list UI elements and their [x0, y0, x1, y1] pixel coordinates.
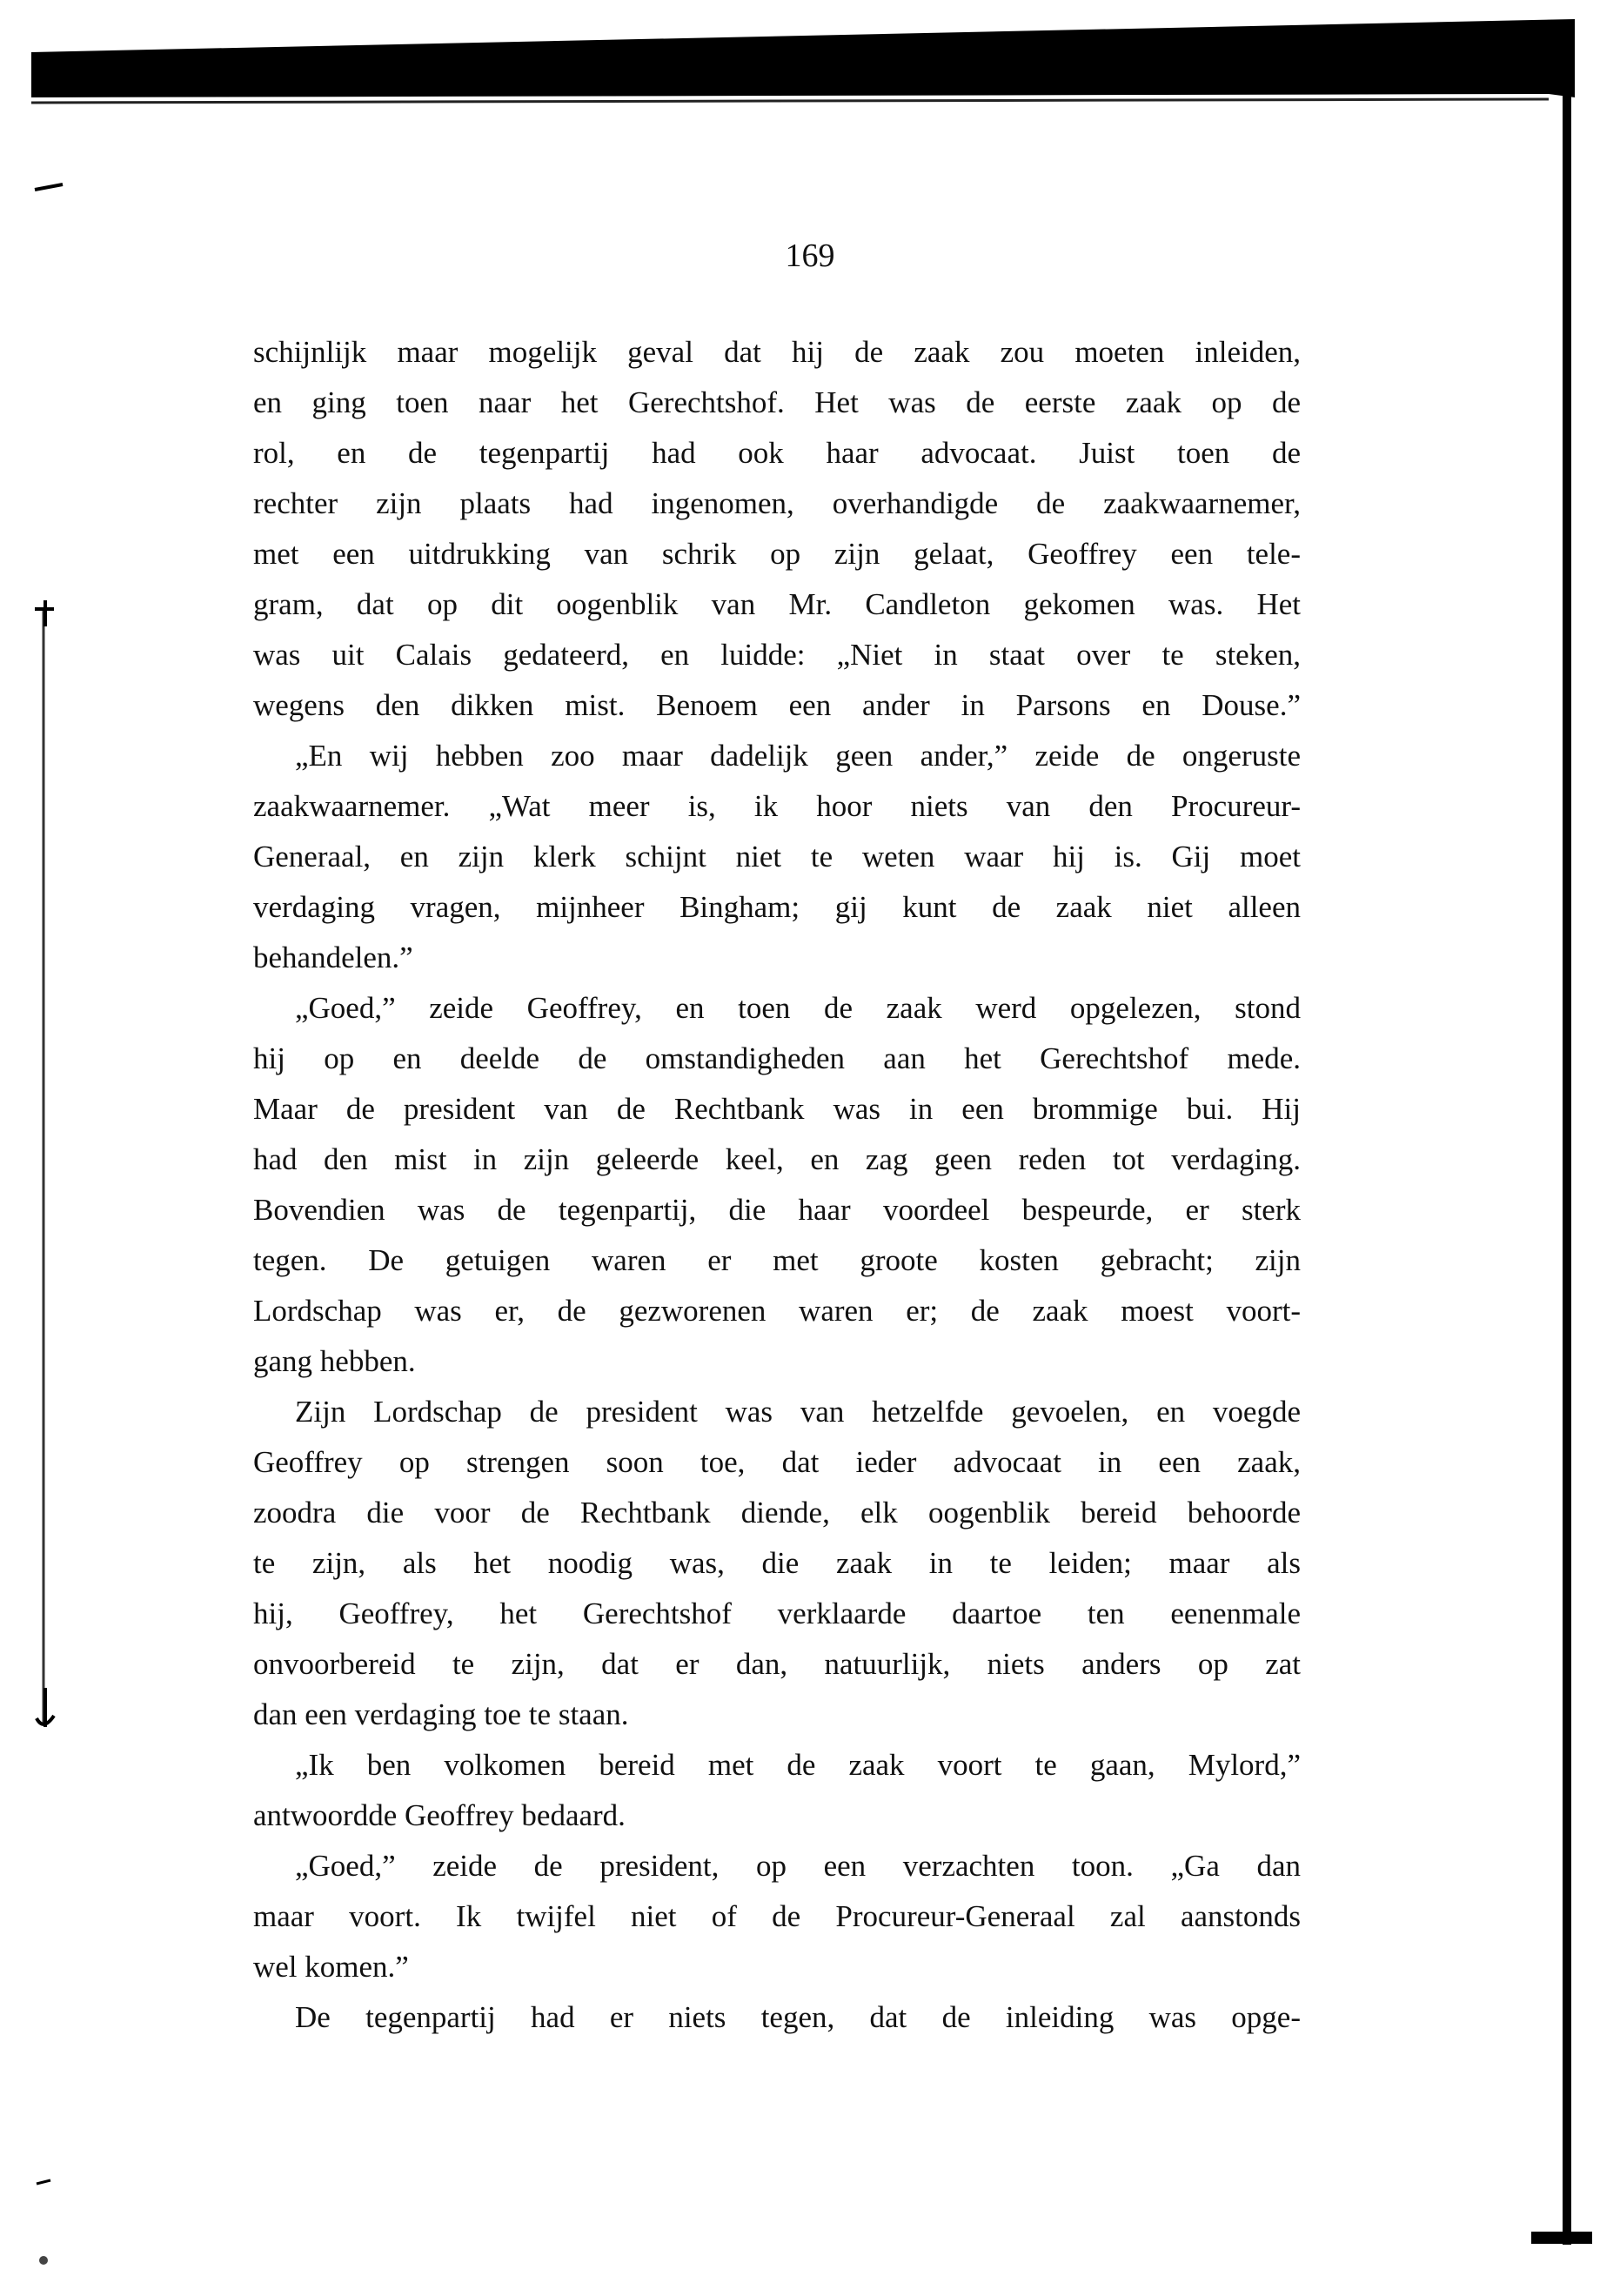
text-line: tegen. De getuigen waren er met groote kosten gebracht; zijn [253, 1243, 1301, 1277]
page-body-text [253, 327, 1301, 2043]
text-line: „En wij hebben zoo maar dadelijk geen ander,” zeide de ongeruste [295, 739, 1301, 773]
text-line: verdaging vragen, mijnheer Bingham; gij kunt de zaak niet alleen [253, 890, 1301, 924]
text-line: De tegenpartij had er niets tegen, dat de inleiding was opge- [295, 2000, 1301, 2034]
text-line: gram, dat op dit oogenblik van Mr. Candleton gekomen was. Het [253, 587, 1301, 621]
text-line: onvoorbereid te zijn, dat er dan, natuurlijk, niets anders op zat [253, 1647, 1301, 1681]
text-line: te zijn, als het noodig was, die zaak in te leiden; maar als [253, 1546, 1301, 1580]
left-binding-mark-bottom [37, 1688, 54, 1727]
text-line: Generaal, en zijn klerk schijnt niet te weten waar hij is. Gij moet [253, 840, 1301, 874]
right-page-edge [1563, 96, 1571, 2245]
text-line: schijnlijk maar mogelijk geval dat hij de zaak zou moeten inleiden, [253, 335, 1301, 369]
text-line: „Goed,” zeide Geoffrey, en toen de zaak werd opgelezen, stond [295, 991, 1301, 1025]
text-line: wel komen.” [253, 1950, 409, 1984]
page-number: 169 [785, 238, 835, 274]
text-line: antwoordde Geoffrey bedaard. [253, 1798, 626, 1832]
text-line: gang hebben. [253, 1344, 416, 1378]
text-line: dan een verdaging toe te staan. [253, 1697, 629, 1731]
text-line: en ging toen naar het Gerechtshof. Het was de eerste zaak op de [253, 385, 1301, 419]
text-line: „Goed,” zeide de president, op een verzachten toon. „Ga dan [295, 1849, 1301, 1883]
text-line: met een uitdrukking van schrik op zijn gelaat, Geoffrey een tele- [253, 537, 1301, 571]
text-line: hij op en deelde de omstandigheden aan het Gerechtshof mede. [253, 1041, 1301, 1075]
text-line: zaakwaarnemer. „Wat meer is, ik hoor niets van den Procureur- [253, 789, 1301, 823]
text-line: Bovendien was de tegenpartij, die haar voordeel bespeurde, er sterk [253, 1193, 1301, 1227]
text-line: Zijn Lordschap de president was van hetzelfde gevoelen, en voegde [295, 1395, 1301, 1429]
text-line: behandelen.” [253, 940, 413, 974]
text-line: was uit Calais gedateerd, en luidde: „Niet in staat over te steken, [253, 638, 1301, 672]
text-line: maar voort. Ik twijfel niet of de Procureur-Generaal zal aanstonds [253, 1899, 1301, 1933]
text-line: had den mist in zijn geleerde keel, en zag geen reden tot verdaging. [253, 1142, 1301, 1176]
text-line: Geoffrey op strengen soon toe, dat ieder advocaat in een zaak, [253, 1445, 1301, 1479]
bottom-right-blob [1531, 2232, 1592, 2244]
left-speck [37, 2180, 50, 2184]
text-line: Lordschap was er, de gezworenen waren er; de zaak moest voort- [253, 1294, 1301, 1328]
left-binding-mark-top [35, 600, 54, 626]
top-black-edge [31, 19, 1575, 97]
left-speck [35, 184, 63, 190]
left-speck [39, 2256, 48, 2265]
text-line: rol, en de tegenpartij had ook haar advocaat. Juist toen de [253, 436, 1301, 470]
text-line: hij, Geoffrey, het Gerechtshof verklaarde daartoe ten eenenmale [253, 1596, 1301, 1630]
text-line: wegens den dikken mist. Benoem een ander in Parsons en Douse.” [253, 688, 1301, 722]
top-edge-line [31, 99, 1549, 103]
text-line: zoodra die voor de Rechtbank diende, elk oogenblik bereid behoorde [253, 1496, 1301, 1530]
text-line: rechter zijn plaats had ingenomen, overhandigde de zaakwaarnemer, [253, 486, 1301, 520]
text-line: „Ik ben volkomen bereid met de zaak voort te gaan, Mylord,” [295, 1748, 1301, 1782]
text-line: Maar de president van de Rechtbank was in een brommige bui. Hij [253, 1092, 1301, 1126]
